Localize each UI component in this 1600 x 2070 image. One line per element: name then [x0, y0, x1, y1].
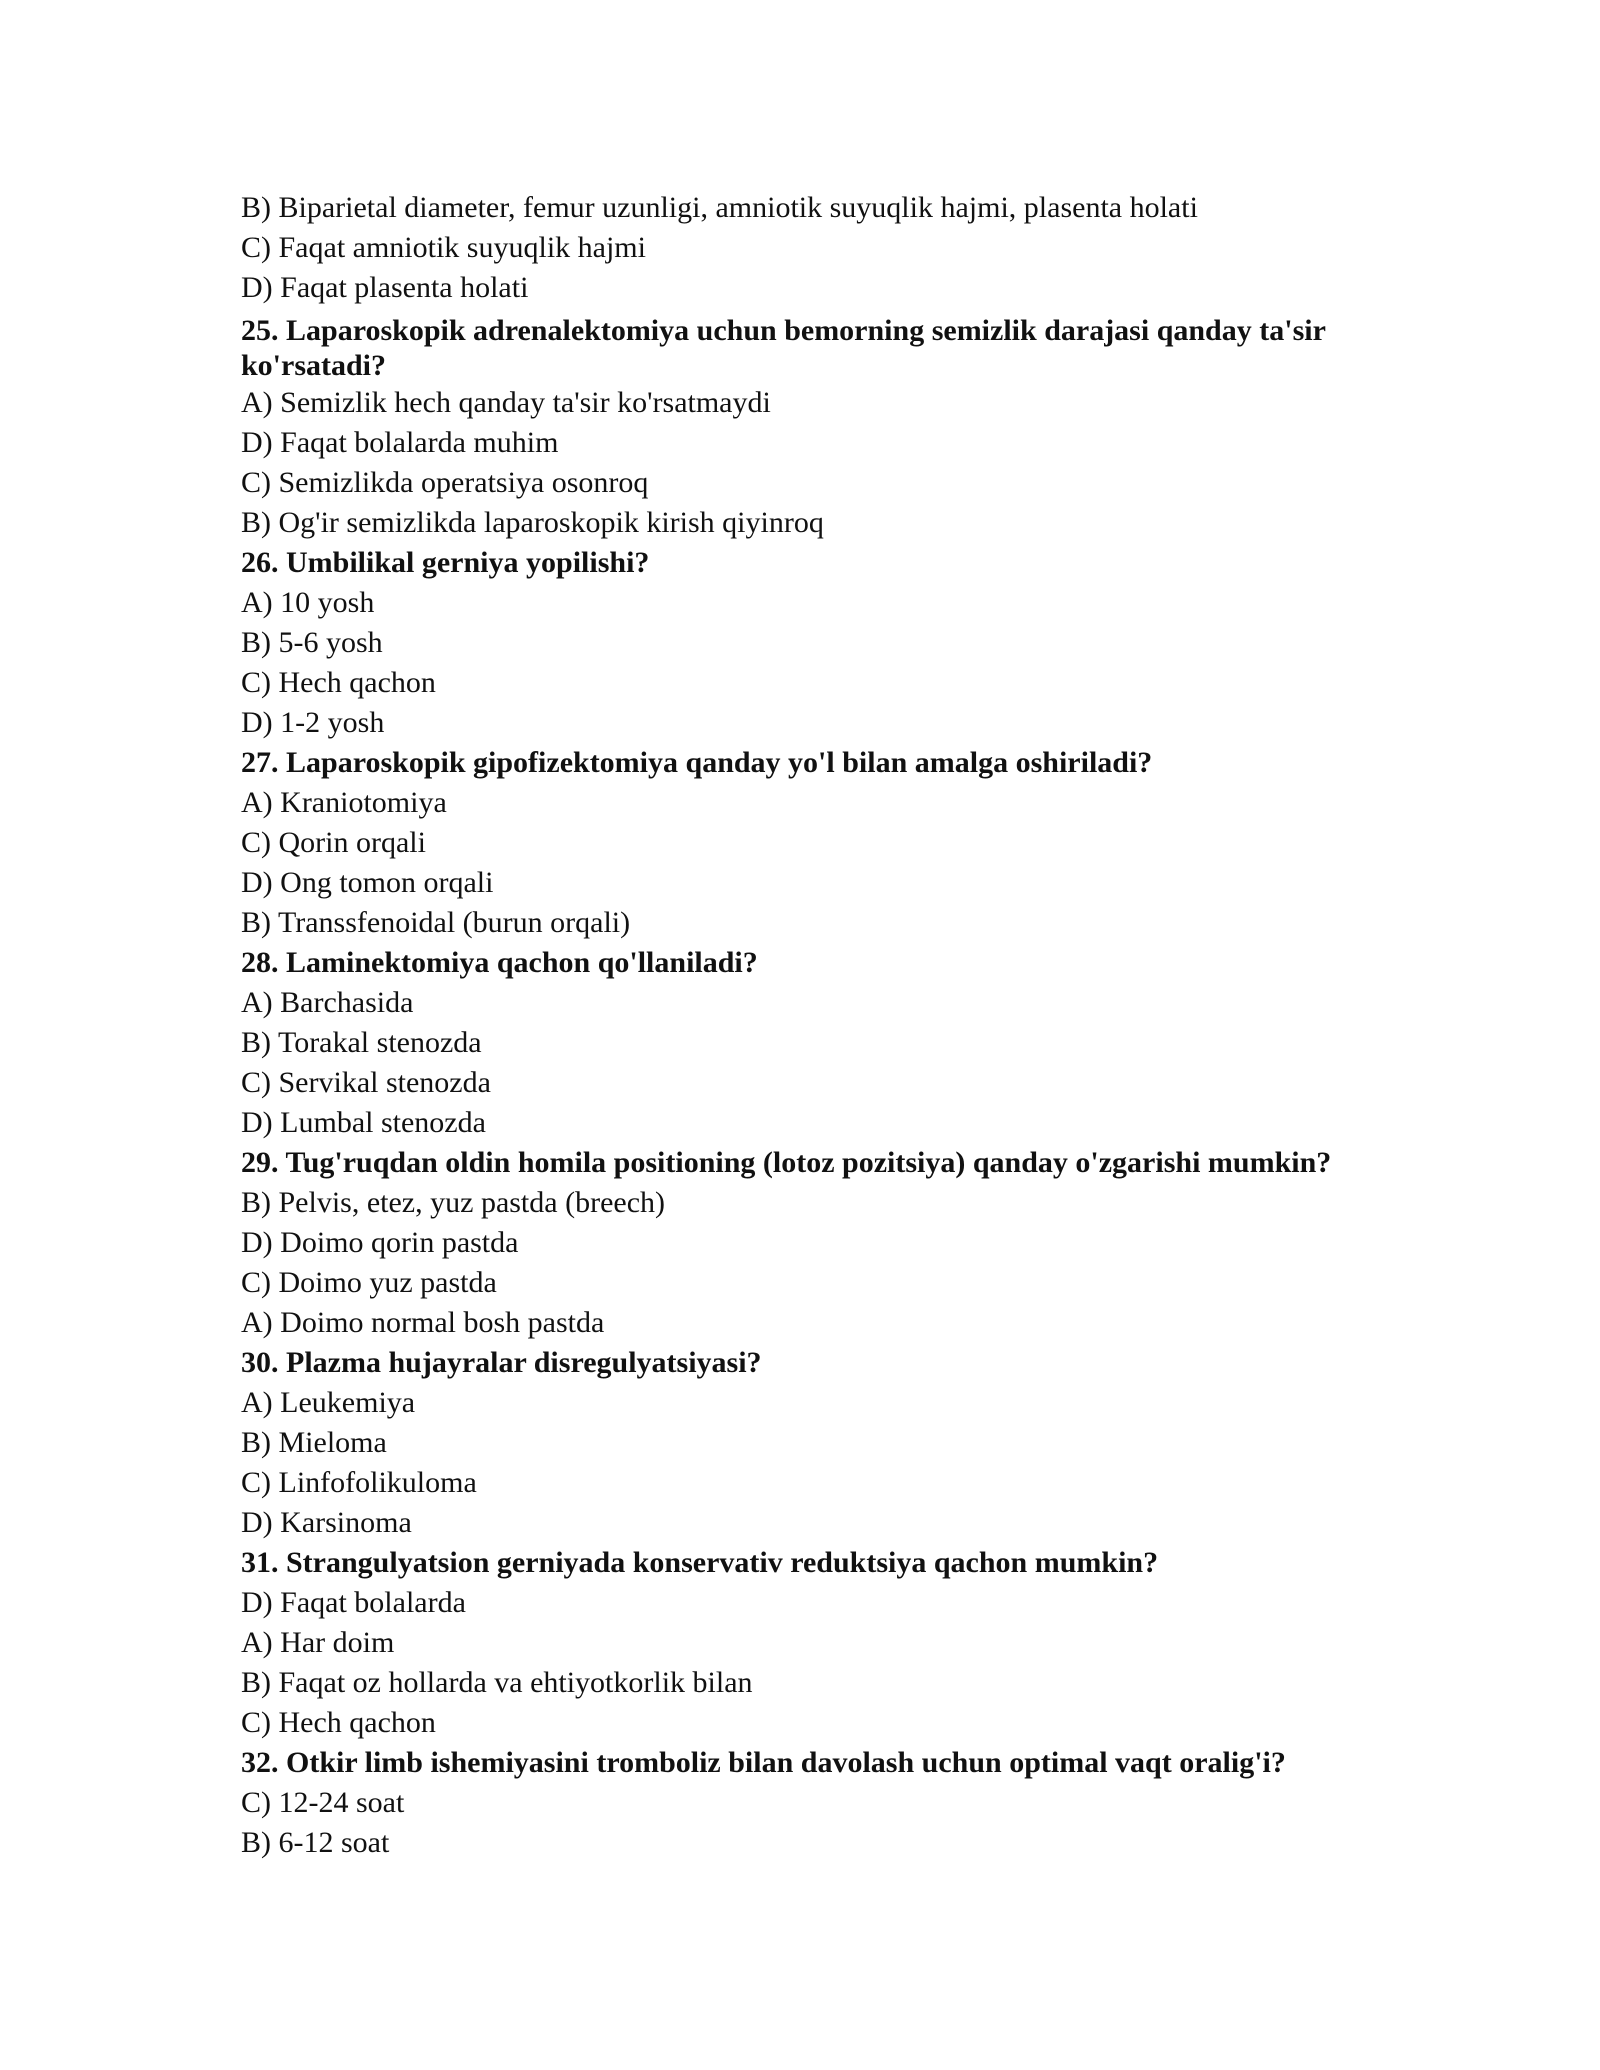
answer-option: B) Mieloma: [241, 1426, 387, 1459]
answer-option: C) 12-24 soat: [241, 1786, 405, 1819]
answer-option: B) Faqat oz hollarda va ehtiyotkorlik bilan: [241, 1666, 753, 1699]
answer-option: C) Semizlikda operatsiya osonroq: [241, 466, 649, 499]
question-27: 27. Laparoskopik gipofizektomiya qanday yo'l bilan amalga oshiriladi?: [241, 746, 1153, 779]
answer-option: B) 5-6 yosh: [241, 626, 383, 659]
answer-option: B) Pelvis, etez, yuz pastda (breech): [241, 1186, 665, 1219]
answer-option: C) Doimo yuz pastda: [241, 1266, 497, 1299]
answer-option: D) Karsinoma: [241, 1506, 412, 1539]
answer-option: C) Qorin orqali: [241, 826, 426, 859]
answer-option: A) Semizlik hech qanday ta'sir ko'rsatmaydi: [241, 386, 771, 419]
answer-option: A) Kraniotomiya: [241, 786, 447, 819]
answer-option: B) Torakal stenozda: [241, 1026, 482, 1059]
question-30: 30. Plazma hujayralar disregulyatsiyasi?: [241, 1346, 762, 1379]
question-32: 32. Otkir limb ishemiyasini tromboliz bilan davolash uchun optimal vaqt oralig'i?: [241, 1746, 1286, 1779]
answer-option: D) Faqat bolalarda: [241, 1586, 466, 1619]
answer-option: B) Transsfenoidal (burun orqali): [241, 906, 631, 939]
question-25: 25. Laparoskopik adrenalektomiya uchun bemorning semizlik darajasi qanday ta'sir ko'rsatadi?: [241, 314, 1326, 382]
question-28: 28. Laminektomiya qachon qo'llaniladi?: [241, 946, 758, 979]
answer-option: C) Linfofolikuloma: [241, 1466, 477, 1499]
answer-option: B) 6-12 soat: [241, 1826, 390, 1859]
answer-option: C) Hech qachon: [241, 666, 436, 699]
quiz-content: [241, 188, 1391, 1863]
question-29: 29. Tug'ruqdan oldin homila positioning (lotoz pozitsiya) qanday o'zgarishi mumkin?: [241, 1146, 1332, 1179]
answer-option: A) Doimo normal bosh pastda: [241, 1306, 605, 1339]
answer-option: C) Hech qachon: [241, 1706, 436, 1739]
answer-option: C) Servikal stenozda: [241, 1066, 491, 1099]
question-31: 31. Strangulyatsion gerniyada konservativ reduktsiya qachon mumkin?: [241, 1546, 1159, 1579]
answer-option: D) Doimo qorin pastda: [241, 1226, 519, 1259]
answer-option: D) 1-2 yosh: [241, 706, 385, 739]
answer-option: D) Ong tomon orqali: [241, 866, 494, 899]
answer-option: D) Faqat plasenta holati: [241, 271, 529, 304]
answer-option: A) 10 yosh: [241, 586, 375, 619]
answer-option: B) Og'ir semizlikda laparoskopik kirish qiyinroq: [241, 506, 824, 539]
answer-option: D) Lumbal stenozda: [241, 1106, 486, 1139]
answer-option: C) Faqat amniotik suyuqlik hajmi: [241, 231, 646, 264]
answer-option: D) Faqat bolalarda muhim: [241, 426, 559, 459]
question-26: 26. Umbilikal gerniya yopilishi?: [241, 546, 650, 579]
answer-option: A) Leukemiya: [241, 1386, 416, 1419]
answer-option: A) Har doim: [241, 1626, 395, 1659]
answer-option: A) Barchasida: [241, 986, 414, 1019]
answer-option: B) Biparietal diameter, femur uzunligi, amniotik suyuqlik hajmi, plasenta holati: [241, 191, 1198, 224]
